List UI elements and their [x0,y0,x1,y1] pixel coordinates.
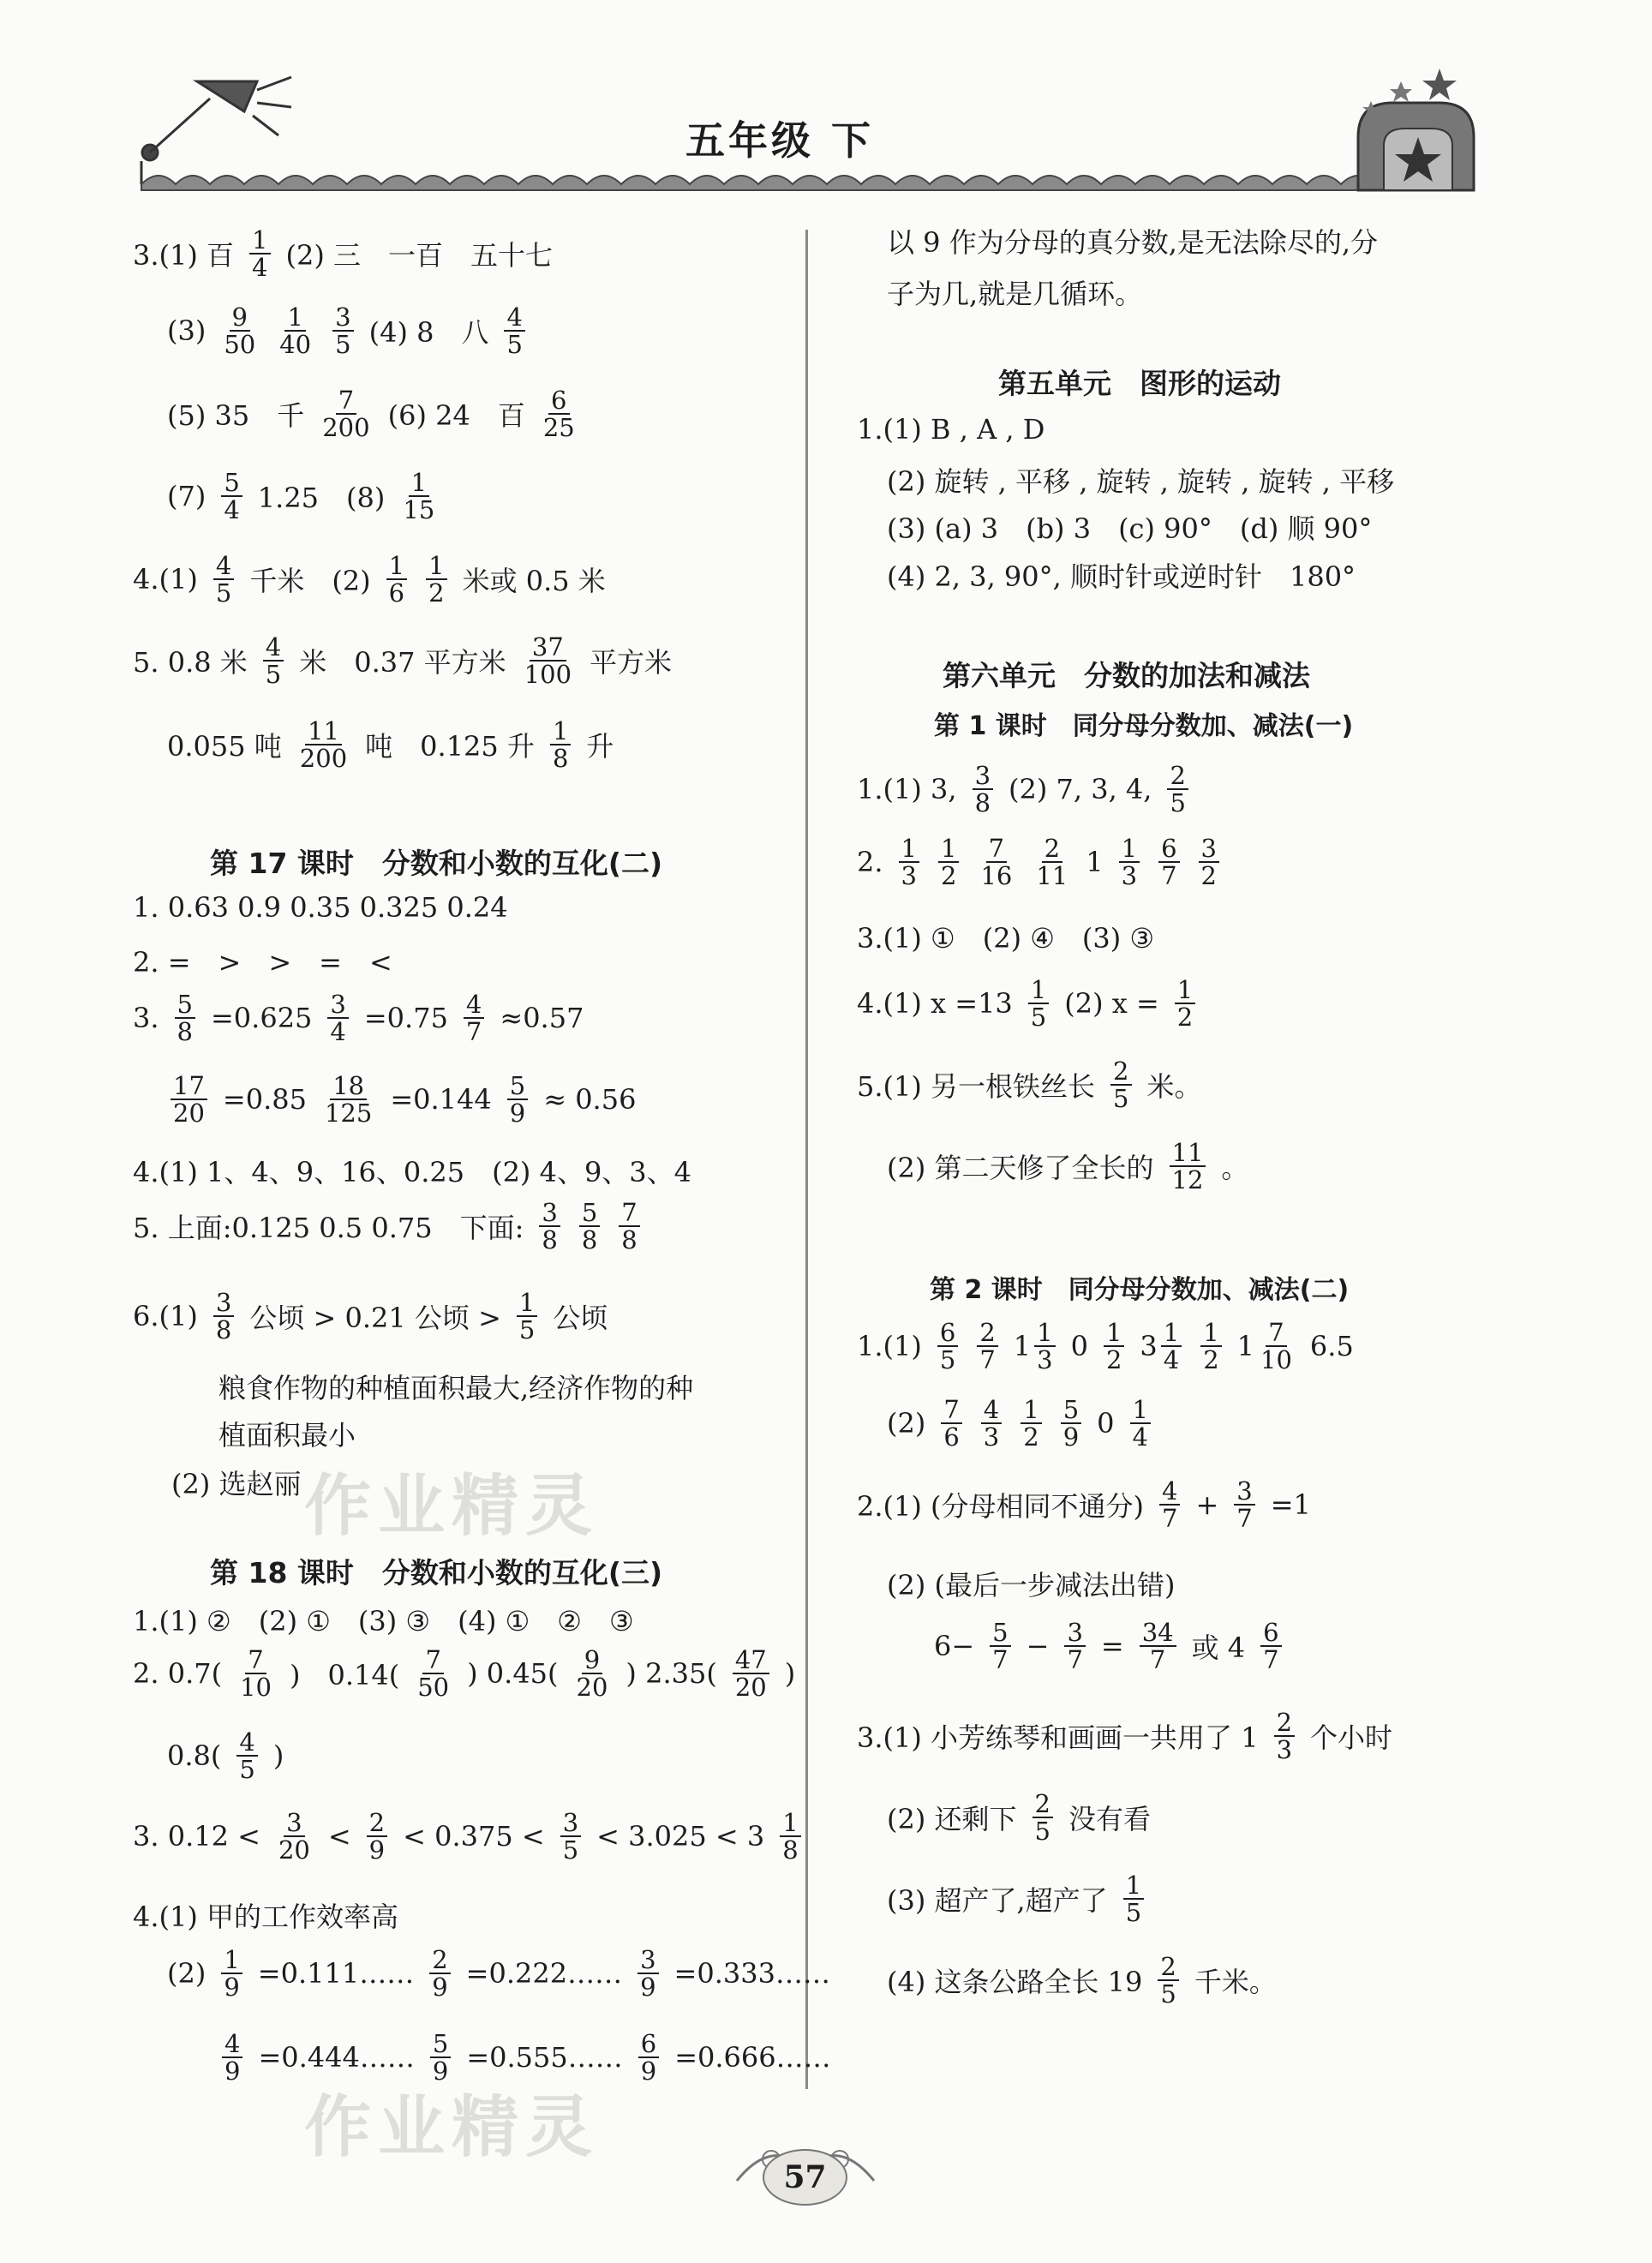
fraction: $\frac{1}{3}$ [899,835,919,889]
fraction: $\frac{1}{2}$ [938,835,959,889]
fraction: $\frac{3}{8}$ [973,763,993,817]
fraction: $\frac{1}{5}$ [517,1290,537,1344]
fraction: $\frac{1}{5}$ [1123,1872,1144,1926]
answer-line: $\frac{4}{9}$ =0.444…… $\frac{5}{9}$ =0.555…… $\frac{6}{9}$ =0.666…… [218,2031,831,2085]
fraction: $\frac{1}{4}$ [1130,1397,1151,1451]
answer-line: 4.(1) $\frac{4}{5}$ 千米 (2) $\frac{1}{6}$ $\frac{1}{2}$ 米或 0.5 米 [133,551,606,608]
answer-line: 0.055 吨 $\frac{11}{200}$ 吨 0.125 升 $\frac{1}{8}$ 升 [167,716,614,774]
fraction: $\frac{5}{9}$ [507,1073,528,1127]
answer-line: 2. $\frac{1}{3}$ $\frac{1}{2}$ $\frac{7}{16}$ $\frac{2}{11}$ 1 $\frac{1}{3}$ $\frac{6}{7}$ $\frac{3}{2}$ [857,835,1223,889]
fraction: $\frac{5}{7}$ [990,1619,1010,1673]
fraction: $\frac{1}{15}$ [403,468,435,525]
answer-line: 6− $\frac{5}{7}$ − $\frac{3}{7}$ = $\frac{34}{7}$ 或 4 $\frac{6}{7}$ [934,1619,1285,1673]
fraction: $\frac{2}{7}$ [977,1320,997,1374]
fraction: $\frac{34}{7}$ [1140,1619,1176,1673]
answer-line: (2) 旋转 , 平移 , 旋转 , 旋转 , 旋转 , 平移 [887,465,1395,498]
lesson-heading: 第 2 课时 同分母分数加、减法(二) [930,1275,1350,1305]
answer-line: (3) (a) 3 (b) 3 (c) 90° (d) 顺 90° [887,512,1373,545]
answer-line: 1.(1) $\frac{6}{5}$ $\frac{2}{7}$ 1 $\frac{1}{3}$ 0 $\frac{1}{2}$ 3 $\frac{1}{4}$ $\frac{1}{2}$ 1 $\frac{7}{10}$ 6.5 [857,1318,1354,1375]
mixed-number: 1 $\frac{1}{3}$ [1014,1320,1059,1374]
fraction: $\frac{6}{7}$ [1158,835,1179,889]
fraction: $\frac{7}{16}$ [980,834,1013,891]
fraction: $\frac{3}{5}$ [332,304,353,358]
fraction: $\frac{4}{7}$ [464,991,484,1045]
fraction: $\frac{6}{5}$ [937,1320,958,1374]
fraction: $\frac{4}{9}$ [222,2031,242,2085]
fraction: $\frac{2}{9}$ [367,1810,387,1864]
fraction: $\frac{11}{200}$ [299,716,348,774]
fraction: $\frac{1}{2}$ [1175,977,1195,1031]
fraction: $\frac{2}{3}$ [1274,1709,1295,1763]
answer-line: 3.(1) 小芳练琴和画画一共用了 1 $\frac{2}{3}$ 个小时 [857,1708,1393,1765]
answer-line: 3. 0.12 < $\frac{3}{20}$ < $\frac{2}{9}$ < 0.375 < $\frac{3}{5}$ < 3.025 < 3 $\frac{1}{8}$ [133,1810,805,1864]
answer-line: 6.(1) $\frac{3}{8}$ 公顷 > 0.21 公顷 > $\frac{1}{5}$ 公顷 [133,1288,608,1345]
fraction: $\frac{4}{5}$ [263,634,284,688]
fraction: $\frac{4}{5}$ [504,304,524,358]
fraction: $\frac{4}{7}$ [1159,1478,1180,1532]
fraction: $\frac{7}{8}$ [619,1200,639,1254]
fraction: $\frac{47}{20}$ [733,1647,769,1701]
fraction: $\frac{3}{7}$ [1234,1478,1254,1532]
fraction: $\frac{2}{5}$ [1158,1954,1178,2008]
fraction: $\frac{1}{4}$ [1161,1320,1182,1374]
answer-line: 3.(1) ① (2) ④ (3) ③ [857,922,1155,955]
fraction: $\frac{1}{2}$ [426,553,446,607]
answer-line: 0.8( $\frac{4}{5}$ ) [167,1727,284,1785]
star-badge-icon [1358,69,1474,190]
answer-line: (2) $\frac{7}{6}$ $\frac{4}{3}$ $\frac{1}{2}$ $\frac{5}{9}$ 0 $\frac{1}{4}$ [887,1397,1154,1451]
fraction: $\frac{2}{11}$ [1036,834,1068,891]
fraction: $\frac{2}{5}$ [1032,1791,1053,1845]
answer-line: 2.(1) (分母相同不通分) $\frac{4}{7}$ + $\frac{3}{7}$ =1 [857,1476,1311,1534]
fraction: $\frac{9}{20}$ [576,1645,608,1703]
answer-line: 2. = > > = < [133,946,392,979]
fraction: $\frac{6}{7}$ [1260,1619,1281,1673]
fraction: $\frac{1}{4}$ [249,227,270,281]
answer-line: (2) 还剩下 $\frac{2}{5}$ 没有看 [887,1789,1151,1847]
answer-line: (4) 2, 3, 90°, 顺时针或逆时针 180° [887,560,1356,593]
fraction: $\frac{18}{125}$ [324,1071,373,1129]
fraction: $\frac{7}{50}$ [417,1645,450,1703]
fraction: $\frac{1}{8}$ [780,1810,800,1864]
answer-line: (5) 35 千 $\frac{7}{200}$ (6) 24 百 $\frac{6}{25}$ [167,387,581,441]
section-heading: 第六单元 分数的加法和减法 [943,659,1310,692]
fraction: $\frac{3}{8}$ [539,1200,560,1254]
fraction: $\frac{1}{40}$ [279,302,312,360]
fraction: $\frac{3}{4}$ [327,991,348,1045]
fraction: $\frac{2}{5}$ [1110,1058,1131,1112]
answer-line: 4.(1) 甲的工作效率高 [133,1901,399,1933]
answer-line: $\frac{17}{20}$ =0.85 $\frac{18}{125}$ =0.144 $\frac{5}{9}$ ≈ 0.56 [167,1073,636,1127]
mixed-number: 1 $\frac{7}{10}$ [1237,1320,1298,1374]
fraction: $\frac{7}{6}$ [941,1397,961,1451]
lesson-heading: 第 1 课时 同分母分数加、减法(一) [934,711,1354,741]
answer-line: 4.(1) x =13 $\frac{1}{5}$ (2) x = $\frac{1}{2}$ [857,977,1199,1031]
answer-line: 3. $\frac{5}{8}$ =0.625 $\frac{3}{4}$ =0.75 $\frac{4}{7}$ ≈0.57 [133,990,584,1047]
header-wave-line [141,176,1375,190]
answer-line: 植面积最小 [218,1419,356,1452]
answer-line: (4) 这条公路全长 19 $\frac{2}{5}$ 千米。 [887,1952,1277,2009]
watermark-text: 作业精灵 [304,1468,600,1545]
fraction: $\frac{9}{50}$ [224,302,256,360]
answer-line: (3) 超产了,超产了 $\frac{1}{5}$ [887,1872,1147,1926]
section-heading: 第 18 课时 分数和小数的互化(三) [210,1556,663,1589]
answer-line: 1.(1) ② (2) ① (3) ③ (4) ① ② ③ [133,1605,634,1637]
answer-line: 子为几,就是几循环。 [887,278,1143,310]
header-title: 五年级 下 [685,117,875,164]
answer-line: 4.(1) 1、4、9、16、0.25 (2) 4、9、3、4 [133,1156,692,1188]
fraction: $\frac{3}{2}$ [1199,835,1219,889]
fraction: $\frac{1}{3}$ [1119,835,1140,889]
answer-line: (7) $\frac{5}{4}$ 1.25 (8) $\frac{1}{15}$ [167,470,440,524]
fraction: $\frac{5}{4}$ [221,470,242,524]
section-heading: 第 17 课时 分数和小数的互化(二) [210,847,663,880]
fraction: $\frac{5}{8}$ [579,1200,600,1254]
fraction: $\frac{17}{20}$ [171,1073,207,1127]
fraction: $\frac{1}{6}$ [386,553,407,607]
answer-line: 以 9 作为分母的真分数,是无法除尽的,分 [887,226,1379,259]
answer-line: 5. 上面:0.125 0.5 0.75 下面: $\frac{3}{8}$ $\frac{5}{8}$ $\frac{7}{8}$ [133,1200,643,1254]
fraction: $\frac{4}{3}$ [981,1397,1002,1451]
fraction: $\frac{1}{8}$ [550,718,571,772]
page-number: 57 [763,2149,847,2206]
fraction: $\frac{3}{9}$ [637,1947,658,2001]
fraction: $\frac{4}{5}$ [213,553,234,607]
fraction: $\frac{5}{9}$ [1061,1397,1081,1451]
watermark-text: 作业精灵 [304,2089,600,2166]
fraction: $\frac{5}{8}$ [175,991,195,1045]
answer-line: 粮食作物的种植面积最大,经济作物的种 [218,1372,694,1404]
fraction: $\frac{1}{2}$ [1104,1320,1124,1374]
answer-line: 5.(1) 另一根铁丝长 $\frac{2}{5}$ 米。 [857,1057,1202,1114]
column-divider [805,230,808,2089]
answer-line: 5. 0.8 米 $\frac{4}{5}$ 米 0.37 平方米 $\frac{37}{100}$ 平方米 [133,632,673,690]
fraction: $\frac{7}{10}$ [1260,1318,1292,1375]
fraction: $\frac{1}{5}$ [1028,977,1049,1031]
fraction: $\frac{4}{5}$ [236,1729,257,1783]
lamp-icon [141,77,291,184]
fraction: $\frac{2}{9}$ [429,1947,450,2001]
mixed-number: 3 $\frac{1}{4}$ [1140,1320,1185,1374]
answer-line: (2) 第二天修了全长的 $\frac{11}{12}$ 。 [887,1138,1249,1195]
answer-line: 1.(1) 3, $\frac{3}{8}$ (2) 7, 3, 4, $\frac{2}{5}$ [857,763,1192,817]
answer-line: (2) (最后一步减法出错) [887,1569,1176,1601]
fraction: $\frac{6}{9}$ [638,2031,659,2085]
fraction: $\frac{11}{12}$ [1170,1140,1206,1194]
answer-line: 1.(1) B , A , D [857,413,1045,446]
answer-line: 3.(1) 百 $\frac{1}{4}$ (2) 三 一百 五十七 [133,225,554,283]
fraction: $\frac{7}{200}$ [322,386,370,443]
fraction: $\frac{1}{3}$ [1034,1320,1055,1374]
fraction: $\frac{1}{9}$ [221,1947,242,2001]
fraction: $\frac{2}{5}$ [1167,763,1188,817]
answer-line: (2) 选赵丽 [171,1468,302,1500]
answer-line: 1. 0.63 0.9 0.35 0.325 0.24 [133,891,508,924]
fraction: $\frac{3}{20}$ [278,1808,310,1865]
fraction: $\frac{7}{10}$ [240,1645,272,1703]
fraction: $\frac{3}{8}$ [213,1290,234,1344]
fraction: $\frac{37}{100}$ [524,632,572,690]
answer-line: 2. 0.7( $\frac{7}{10}$ ) 0.14( $\frac{7}{50}$ ) 0.45( $\frac{9}{20}$ ) 2.35( $\frac{47}{20}$ ) [133,1645,796,1703]
fraction: $\frac{5}{9}$ [430,2031,451,2085]
section-heading: 第五单元 图形的运动 [998,367,1281,400]
fraction: $\frac{6}{25}$ [542,386,575,443]
fraction: $\frac{1}{2}$ [1021,1397,1041,1451]
fraction: $\frac{1}{2}$ [1200,1320,1221,1374]
answer-line: (2) $\frac{1}{9}$ =0.111…… $\frac{2}{9}$ =0.222…… $\frac{3}{9}$ =0.333…… [167,1945,830,2003]
fraction: $\frac{3}{5}$ [560,1810,581,1864]
fraction: $\frac{3}{7}$ [1064,1619,1085,1673]
answer-line: (3) $\frac{9}{50}$ $\frac{1}{40}$ $\frac{3}{5}$ (4) 8 八 $\frac{4}{5}$ [167,304,529,358]
